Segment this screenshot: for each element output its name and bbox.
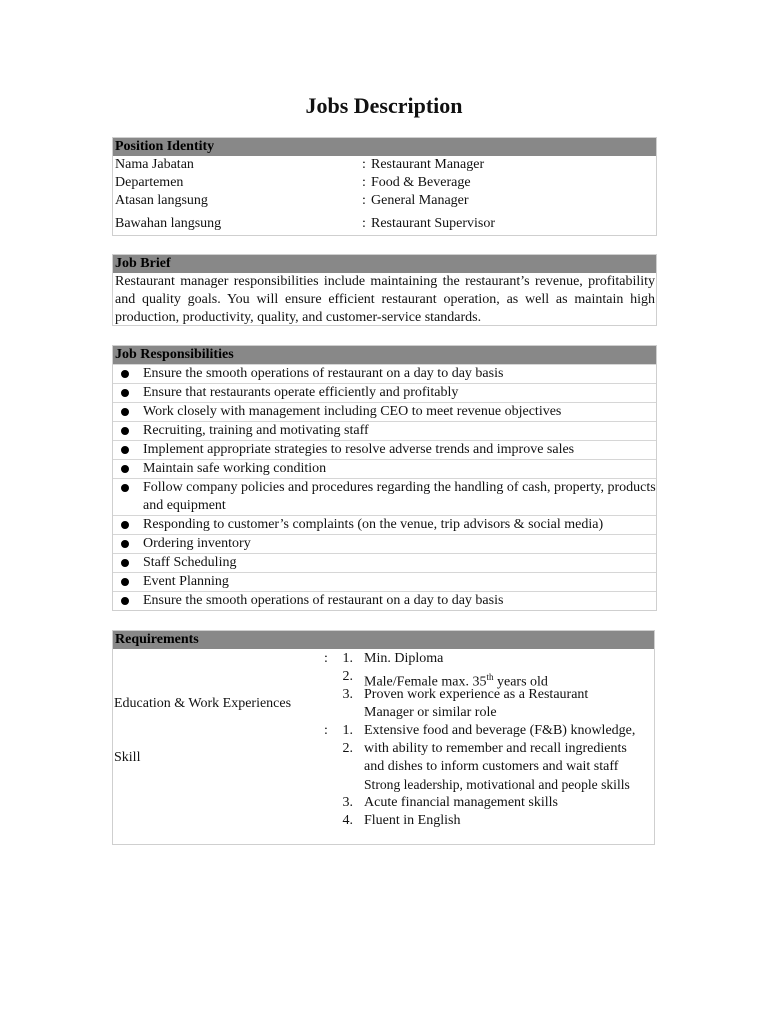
identity-value: Restaurant Supervisor bbox=[371, 216, 496, 231]
education-item: Male/Female max. 35th years old bbox=[364, 672, 548, 690]
bullet-icon bbox=[113, 384, 139, 402]
page-title: Jobs Description bbox=[305, 93, 463, 118]
identity-value: Restaurant Manager bbox=[371, 157, 485, 172]
responsibility-item: Staff Scheduling bbox=[113, 553, 656, 572]
education-item-continuation: Manager or similar role bbox=[364, 705, 497, 720]
identity-separator: : bbox=[362, 193, 366, 208]
bullet-icon bbox=[113, 535, 139, 553]
job-responsibilities-header: Job Responsibilities bbox=[113, 346, 656, 364]
responsibility-item: Ensure that restaurants operate efficiently and profitably bbox=[113, 383, 656, 402]
responsibility-item: Ensure the smooth operations of restaurant on a day to day basis bbox=[113, 364, 656, 383]
requirement-separator: : bbox=[324, 651, 328, 666]
requirements-table bbox=[112, 630, 655, 845]
job-brief-text: Restaurant manager responsibilities include maintaining the restaurant’s revenue, profitability and quality goals. You will ensure efficient restaurant operation, as well as maintain high production, productivity, quality, and customer-service standards. bbox=[115, 274, 655, 325]
list-number: 4. bbox=[342, 813, 353, 828]
identity-row-job-title bbox=[113, 156, 656, 174]
job-brief-header: Job Brief bbox=[113, 255, 656, 273]
identity-label: Nama Jabatan bbox=[115, 157, 194, 172]
responsibility-item: Work closely with management including CEO to meet revenue objectives bbox=[113, 402, 656, 421]
bullet-icon bbox=[113, 403, 139, 421]
identity-separator: : bbox=[362, 157, 366, 172]
identity-label: Departemen bbox=[115, 175, 184, 190]
responsibility-item: Recruiting, training and motivating staff bbox=[113, 421, 656, 440]
list-number: 2. bbox=[342, 669, 353, 684]
list-number: 2. bbox=[342, 741, 353, 756]
position-identity-table bbox=[112, 137, 657, 236]
skill-item: Fluent in English bbox=[364, 813, 461, 828]
skill-item: with ability to remember and recall ingredients bbox=[364, 741, 627, 756]
bullet-icon bbox=[113, 365, 139, 383]
position-identity-header: Position Identity bbox=[113, 138, 656, 156]
identity-row-department bbox=[113, 174, 656, 192]
education-item: Min. Diploma bbox=[364, 651, 444, 666]
bullet-icon bbox=[113, 441, 139, 459]
list-number: 1. bbox=[342, 723, 353, 738]
bullet-icon bbox=[113, 554, 139, 572]
skill-item: Acute financial management skills bbox=[364, 795, 558, 810]
requirements-body bbox=[113, 649, 654, 844]
bullet-icon bbox=[113, 516, 139, 534]
responsibility-item: Responding to customer’s complaints (on the venue, trip advisors & social media) bbox=[113, 515, 656, 534]
identity-row-supervisor bbox=[113, 192, 656, 210]
skill-item-continuation: and dishes to inform customers and wait staff bbox=[364, 759, 619, 774]
requirement-separator: : bbox=[324, 723, 328, 738]
list-number: 3. bbox=[342, 795, 353, 810]
bullet-icon bbox=[113, 460, 139, 478]
responsibility-item: Maintain safe working condition bbox=[113, 459, 656, 478]
skill-item-continuation: Strong leadership, motivational and people skills bbox=[364, 777, 630, 792]
skill-label: Skill bbox=[114, 750, 141, 765]
responsibility-item: Event Planning bbox=[113, 572, 656, 591]
identity-value: General Manager bbox=[371, 193, 469, 208]
job-brief-table bbox=[112, 254, 657, 326]
bullet-icon bbox=[113, 479, 139, 515]
identity-label: Bawahan langsung bbox=[115, 216, 222, 231]
responsibility-item: Ordering inventory bbox=[113, 534, 656, 553]
education-item: Proven work experience as a Restaurant bbox=[364, 687, 589, 702]
bullet-icon bbox=[113, 422, 139, 440]
identity-row-subordinate bbox=[113, 210, 656, 235]
identity-value: Food & Beverage bbox=[371, 175, 471, 190]
education-label: Education & Work Experiences bbox=[114, 696, 292, 711]
list-number: 1. bbox=[342, 651, 353, 666]
bullet-icon bbox=[113, 573, 139, 591]
skill-item: Extensive food and beverage (F&B) knowledge, bbox=[364, 723, 636, 738]
responsibility-item: Ensure the smooth operations of restaurant on a day to day basis bbox=[113, 591, 656, 610]
identity-separator: : bbox=[362, 175, 366, 190]
responsibility-item: Follow company policies and procedures regarding the handling of cash, property, products and equipment bbox=[113, 478, 656, 515]
bullet-icon bbox=[113, 592, 139, 610]
responsibility-item: Implement appropriate strategies to resolve adverse trends and improve sales bbox=[113, 440, 656, 459]
job-responsibilities-table bbox=[112, 345, 657, 611]
identity-separator: : bbox=[362, 216, 366, 231]
requirements-header: Requirements bbox=[113, 631, 654, 649]
identity-label: Atasan langsung bbox=[115, 193, 208, 208]
list-number: 3. bbox=[342, 687, 353, 702]
